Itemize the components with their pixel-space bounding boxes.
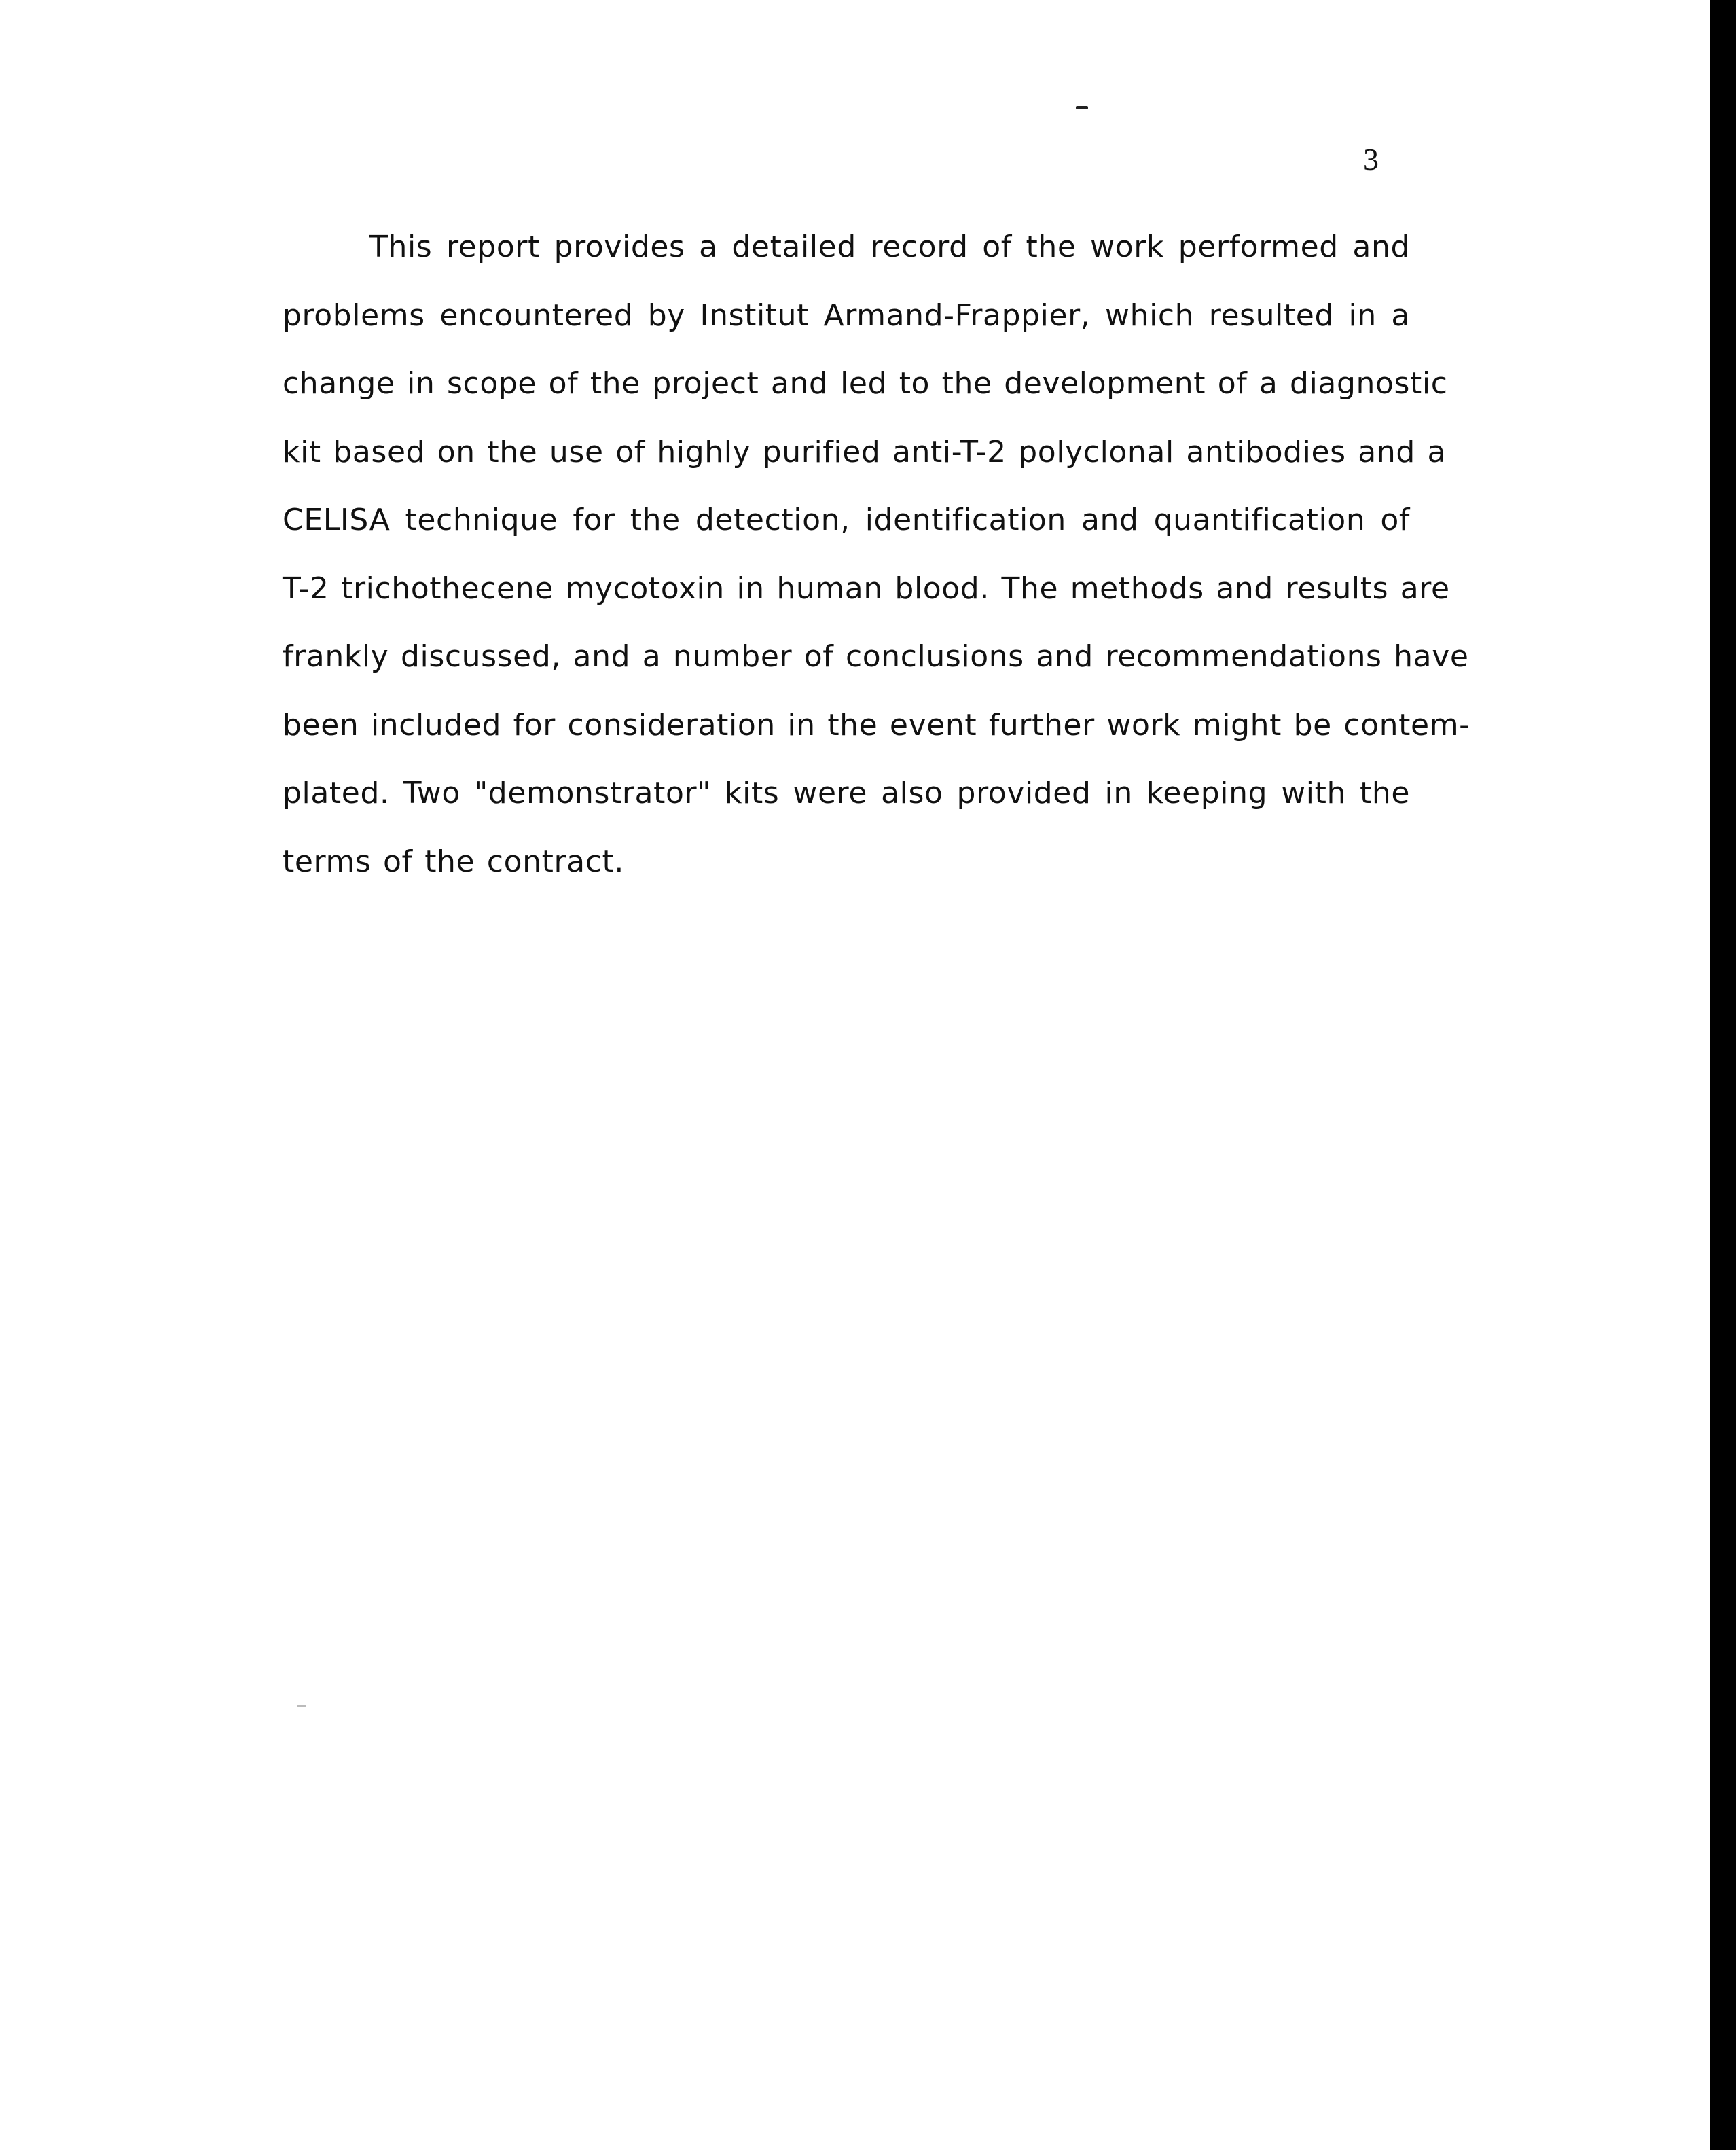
scan-artifact-mark	[1076, 106, 1088, 109]
paragraph-line: been included for consideration in the event further work might be contem-	[283, 707, 1470, 742]
paragraph-line: kit based on the use of highly purified anti-T-2 polyclonal antibodies and a	[283, 434, 1447, 469]
paragraph-line: frankly discussed, and a number of conclusions and recommendations have	[283, 639, 1469, 674]
paragraph-line: problems encountered by Institut Armand-Frappier, which resulted in a	[283, 298, 1410, 333]
paragraph-line: terms of the contract.	[283, 844, 624, 879]
paragraph-line: T-2 trichothecene mycotoxin in human blood. The methods and results are	[283, 571, 1450, 606]
scan-artifact-mark	[297, 1705, 306, 1707]
paragraph-line: plated. Two "demonstrator" kits were also provided in keeping with the	[283, 776, 1410, 810]
scan-border-edge	[1710, 0, 1736, 2150]
body-paragraph	[283, 213, 1470, 896]
page-number: 3	[1363, 142, 1379, 177]
paragraph-line: change in scope of the project and led to the development of a diagnostic	[283, 366, 1448, 401]
paragraph-line: CELISA technique for the detection, identification and quantification of	[283, 503, 1410, 537]
paragraph-line: This report provides a detailed record of the work performed and	[369, 230, 1410, 264]
